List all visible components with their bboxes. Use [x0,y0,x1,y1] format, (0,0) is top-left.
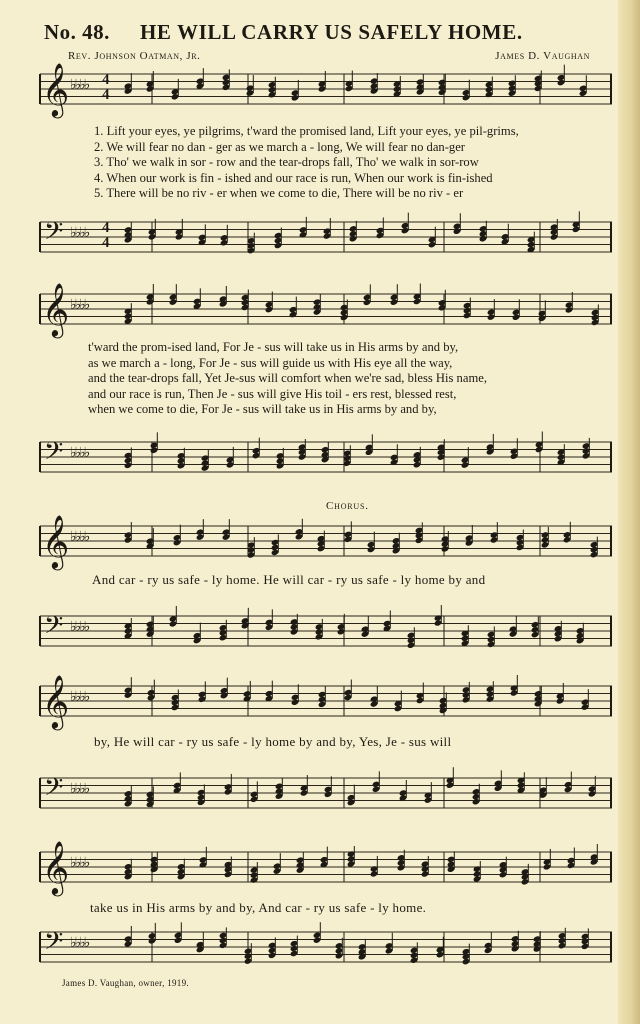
treble-staff [40,840,612,894]
staff-lines [40,850,612,890]
treble-clef-icon: 𝄞 [42,62,70,116]
treble-staff [40,282,612,336]
bass-clef-icon: 𝄢 [44,611,64,646]
lyric-line-verse-1: 1. Lift your eyes, ye pilgrims, t'ward the promised land, Lift your eyes, ye pil-grims, [94,124,519,138]
key-signature: ♭♭♭♭ [70,529,89,545]
chorus-lyrics [92,572,622,588]
treble-clef-icon: 𝄞 [42,514,70,568]
bass-clef-icon: 𝄢 [44,773,64,808]
treble-clef-icon: 𝄞 [42,840,70,894]
treble-staff [40,514,612,568]
lyric-line-verse-4: 4. When our work is fin - ished and our race is run, When our work is fin-ished [94,170,493,185]
lyric-line-chorus-2: by, He will car - ry us safe - ly home by and by, Yes, Je - sus will [94,734,452,749]
key-signature: ♭♭♭♭ [70,781,89,797]
bass-clef-icon: 𝄢 [44,437,64,472]
copyright-footer: James D. Vaughan, owner, 1919. [62,978,189,988]
lyric-line-verse-1: t'ward the prom-ised land, For Je - sus will take us in His arms by and by, [88,340,459,354]
time-signature-bottom: 4 [102,235,110,251]
lyric-line-chorus-1: And car - ry us safe - ly home. He will car - ry us safe - ly home by and [92,572,486,587]
lyric-line-verse-3: and the tear-drops fall, Yet Je-sus will comfort when we're sad, bless His name, [88,371,487,385]
treble-staff [40,674,612,728]
chorus-label: Chorus. [326,500,369,512]
treble-staff [40,62,612,116]
time-signature-top: 4 [102,220,110,236]
key-signature: ♭♭♭♭ [70,855,89,871]
composer-credit: James D. Vaughan [495,50,590,62]
music-system-2 [40,282,612,482]
key-signature: ♭♭♭♭ [70,689,89,705]
music-system-1 [40,62,612,262]
time-signature [102,73,110,103]
music-system-4 [40,674,612,814]
key-signature: ♭♭♭♭ [70,935,89,951]
music-system-5 [40,840,612,980]
lyric-line-verse-2: 2. We will fear no dan - ger as we march a - long, We will fear no dan-ger [94,139,465,154]
bass-staff [40,217,612,254]
time-signature [102,221,110,251]
key-signature: ♭♭♭♭ [70,297,89,313]
treble-clef-icon: 𝄞 [42,674,70,728]
bass-staff [40,437,612,474]
time-signature-top: 4 [102,72,110,88]
chorus-lyrics [90,900,620,916]
key-signature: ♭♭♭♭ [70,225,89,241]
hymn-title: HE WILL CARRY US SAFELY HOME. [140,20,523,44]
music-system-3 [40,514,612,654]
lyricist-credit: Rev. Johnson Oatman, Jr. [68,50,201,62]
staff-lines [40,292,612,332]
lyric-line-verse-3: 3. Tho' we walk in sor - row and the tear-drops fall, Tho' we walk in sor-row [94,155,479,169]
staff-lines [40,776,612,816]
bass-staff [40,611,612,648]
bass-clef-icon: 𝄢 [44,217,64,252]
bass-clef-icon: 𝄢 [44,927,64,962]
chorus-lyrics [94,734,624,750]
staff-lines [40,440,612,480]
verse-lyrics [94,124,624,202]
bass-staff [40,927,612,964]
staff-lines [40,220,612,260]
staff-lines [40,930,612,970]
lyric-line-chorus-3: take us in His arms by and by, And car - ry us safe - ly home. [90,900,427,915]
staff-lines [40,524,612,564]
bass-staff [40,773,612,810]
lyric-line-verse-5: when we come to die, For Je - sus will take us in His arms by and by, [88,402,437,416]
key-signature: ♭♭♭♭ [70,77,89,93]
lyric-line-verse-5: 5. There will be no riv - er when we come to die, There will be no riv - er [94,186,464,200]
hymn-number: No. 48. [44,20,110,44]
staff-lines [40,684,612,724]
time-signature-bottom: 4 [102,87,110,103]
verse-lyrics [88,340,618,418]
treble-clef-icon: 𝄞 [42,282,70,336]
hymn-header [44,18,604,48]
key-signature: ♭♭♭♭ [70,619,89,635]
staff-lines [40,614,612,654]
lyric-line-verse-4: and our race is run, Then Je - sus will give His toil - ers rest, blessed rest, [88,386,457,401]
staff-lines [40,72,612,112]
key-signature: ♭♭♭♭ [70,445,89,461]
lyric-line-verse-2: as we march a - long, For Je - sus will guide us with His eye all the way, [88,355,453,370]
